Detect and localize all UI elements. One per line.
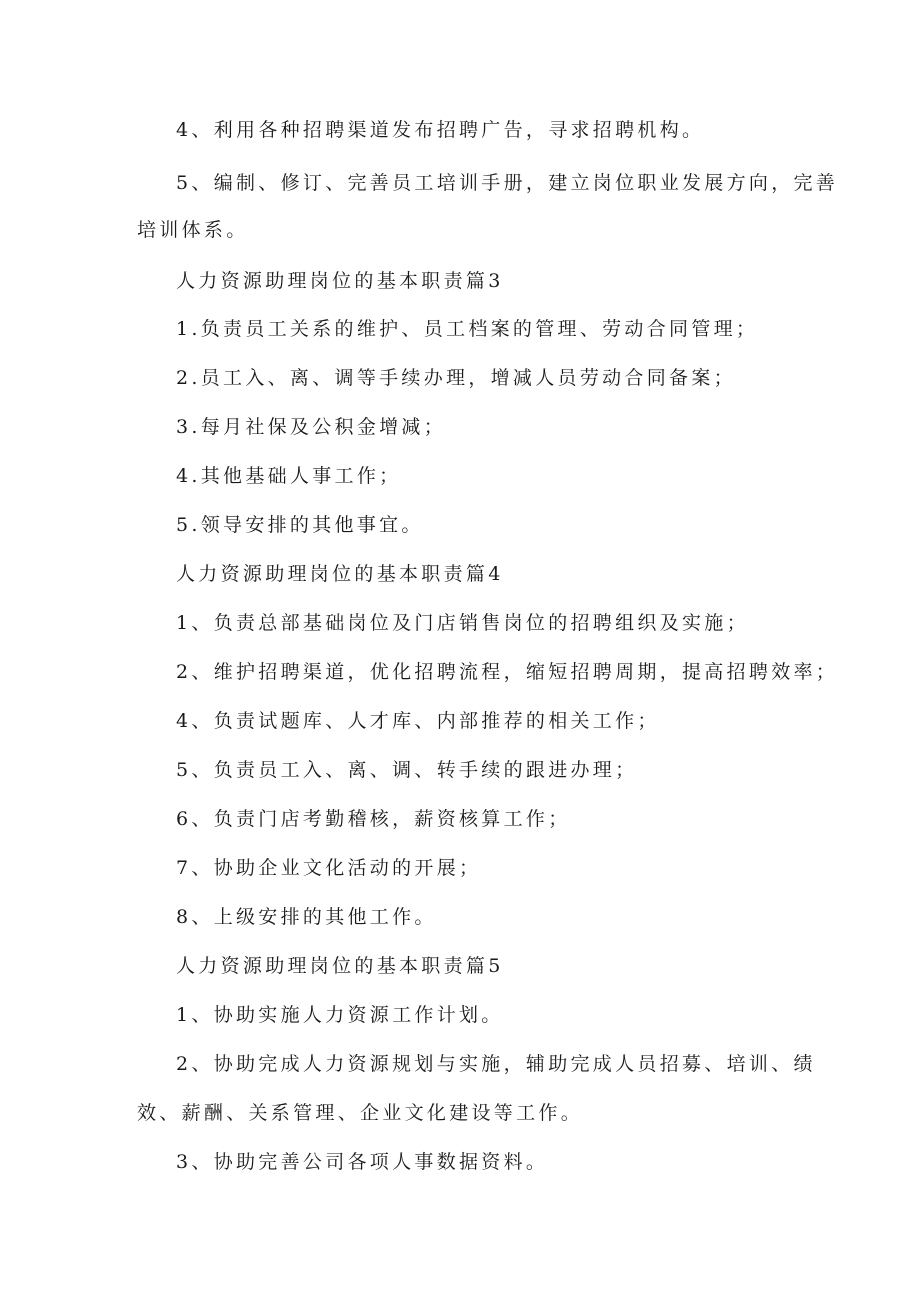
section-heading: 人力资源助理岗位的基本职责篇5 xyxy=(176,955,504,977)
list-item: 6、负责门店考勤稽核，薪资核算工作； xyxy=(176,808,571,830)
list-item: 3、协助完善公司各项人事数据资料。 xyxy=(176,1151,549,1173)
list-item: 1、负责总部基础岗位及门店销售岗位的招聘组织及实施； xyxy=(176,612,749,634)
list-item: 2.员工入、离、调等手续办理，增减人员劳动合同备案； xyxy=(176,367,736,389)
section-heading: 人力资源助理岗位的基本职责篇4 xyxy=(176,563,504,585)
list-item: 5、编制、修订、完善员工培训手册，建立岗位职业发展方向，完善 xyxy=(176,172,839,194)
list-item: 4、负责试题库、人才库、内部推荐的相关工作； xyxy=(176,710,660,732)
list-item: 8、上级安排的其他工作。 xyxy=(176,906,437,928)
list-item: 7、协助企业文化活动的开展； xyxy=(176,857,482,879)
list-item: 2、维护招聘渠道，优化招聘流程，缩短招聘周期，提高招聘效率； xyxy=(176,661,839,683)
list-item: 5.领导安排的其他事宜。 xyxy=(176,514,424,536)
list-item: 4、利用各种招聘渠道发布招聘广告，寻求招聘机构。 xyxy=(176,119,705,141)
list-item-continuation: 培训体系。 xyxy=(137,219,249,241)
list-item-continuation: 效、薪酬、关系管理、企业文化建设等工作。 xyxy=(137,1102,584,1124)
section-heading: 人力资源助理岗位的基本职责篇3 xyxy=(176,270,504,292)
list-item: 2、协助完成人力资源规划与实施，辅助完成人员招募、培训、绩 xyxy=(176,1053,816,1075)
list-item: 1、协助实施人力资源工作计划。 xyxy=(176,1004,504,1026)
list-item: 4.其他基础人事工作； xyxy=(176,465,402,487)
list-item: 1.负责员工关系的维护、员工档案的管理、劳动合同管理； xyxy=(176,318,759,340)
list-item: 3.每月社保及公积金增减； xyxy=(176,416,447,438)
list-item: 5、负责员工入、离、调、转手续的跟进办理； xyxy=(176,759,638,781)
